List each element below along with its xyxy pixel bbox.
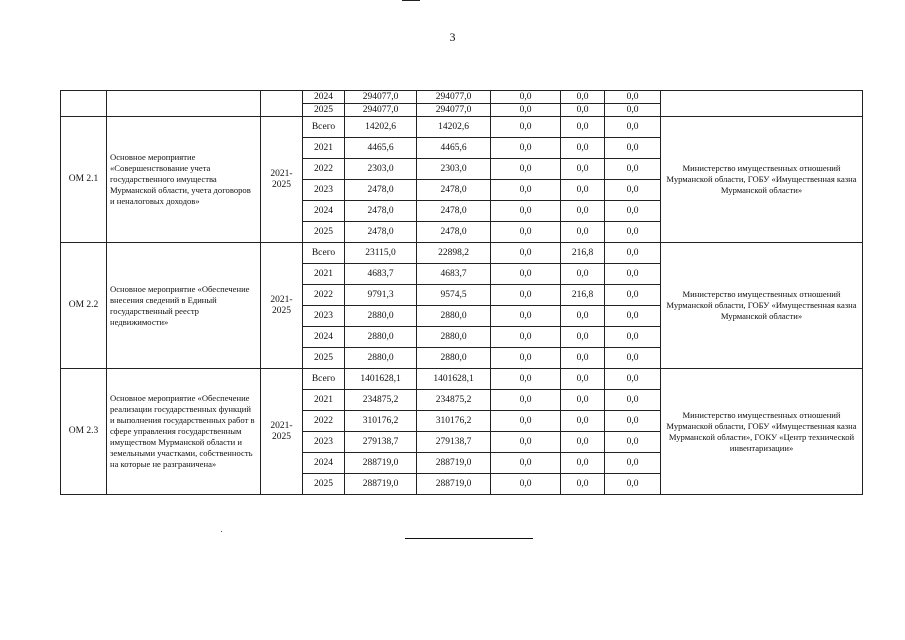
federal-budget-cell: 0,0 bbox=[491, 348, 561, 369]
total-cell: 288719,0 bbox=[345, 453, 417, 474]
other-sources-cell: 0,0 bbox=[605, 138, 661, 159]
year-cell: 2023 bbox=[303, 180, 345, 201]
table-row bbox=[61, 117, 863, 138]
year-cell: Всего bbox=[303, 117, 345, 138]
federal-budget-cell: 0,0 bbox=[491, 91, 561, 104]
regional-budget-cell: 2880,0 bbox=[417, 306, 491, 327]
total-cell: 4683,7 bbox=[345, 264, 417, 285]
measure-code: ОМ 2.2 bbox=[61, 243, 107, 369]
other-sources-cell: 0,0 bbox=[605, 411, 661, 432]
measure-period: 2021- 2025 bbox=[261, 117, 303, 243]
federal-budget-cell: 0,0 bbox=[491, 306, 561, 327]
measure-description: Основное мероприятие «Обеспечение внесения сведений в Единый государственный реестр недвижимости» bbox=[107, 243, 261, 369]
regional-budget-cell: 234875,2 bbox=[417, 390, 491, 411]
regional-budget-cell: 2303,0 bbox=[417, 159, 491, 180]
total-cell: 2478,0 bbox=[345, 180, 417, 201]
table-row bbox=[61, 243, 863, 264]
total-cell: 279138,7 bbox=[345, 432, 417, 453]
year-cell: 2024 bbox=[303, 327, 345, 348]
table-row bbox=[61, 369, 863, 390]
other-sources-cell: 0,0 bbox=[605, 474, 661, 495]
federal-budget-cell: 0,0 bbox=[491, 327, 561, 348]
federal-budget-cell: 0,0 bbox=[491, 453, 561, 474]
executor-cell bbox=[661, 91, 863, 117]
page-number: 3 bbox=[449, 30, 456, 44]
regional-budget-cell: 4465,6 bbox=[417, 138, 491, 159]
federal-budget-cell: 0,0 bbox=[491, 411, 561, 432]
federal-budget-cell: 0,0 bbox=[491, 138, 561, 159]
other-sources-cell: 0,0 bbox=[605, 222, 661, 243]
measure-executor: Министерство имущественных отношений Мурманской области, ГОБУ «Имущественная казна Мурманской области» bbox=[661, 243, 863, 369]
regional-budget-cell: 2880,0 bbox=[417, 327, 491, 348]
local-budget-cell: 0,0 bbox=[561, 201, 605, 222]
regional-budget-cell: 294077,0 bbox=[417, 91, 491, 104]
regional-budget-cell: 294077,0 bbox=[417, 104, 491, 117]
federal-budget-cell: 0,0 bbox=[491, 117, 561, 138]
local-budget-cell: 0,0 bbox=[561, 411, 605, 432]
regional-budget-cell: 9574,5 bbox=[417, 285, 491, 306]
year-cell: 2022 bbox=[303, 285, 345, 306]
other-sources-cell: 0,0 bbox=[605, 306, 661, 327]
regional-budget-cell: 1401628,1 bbox=[417, 369, 491, 390]
period-cell bbox=[261, 91, 303, 117]
year-cell: 2025 bbox=[303, 474, 345, 495]
other-sources-cell: 0,0 bbox=[605, 117, 661, 138]
federal-budget-cell: 0,0 bbox=[491, 432, 561, 453]
federal-budget-cell: 0,0 bbox=[491, 285, 561, 306]
other-sources-cell: 0,0 bbox=[605, 348, 661, 369]
measure-period: 2021- 2025 bbox=[261, 369, 303, 495]
regional-budget-cell: 288719,0 bbox=[417, 474, 491, 495]
regional-budget-cell: 14202,6 bbox=[417, 117, 491, 138]
total-cell: 2478,0 bbox=[345, 222, 417, 243]
funding-table bbox=[60, 90, 863, 495]
year-cell: 2022 bbox=[303, 159, 345, 180]
regional-budget-cell: 2880,0 bbox=[417, 348, 491, 369]
other-sources-cell: 0,0 bbox=[605, 327, 661, 348]
federal-budget-cell: 0,0 bbox=[491, 159, 561, 180]
federal-budget-cell: 0,0 bbox=[491, 201, 561, 222]
federal-budget-cell: 0,0 bbox=[491, 104, 561, 117]
local-budget-cell: 216,8 bbox=[561, 243, 605, 264]
year-cell: 2021 bbox=[303, 264, 345, 285]
local-budget-cell: 216,8 bbox=[561, 285, 605, 306]
year-cell: 2025 bbox=[303, 348, 345, 369]
closing-rule bbox=[405, 538, 533, 539]
local-budget-cell: 0,0 bbox=[561, 91, 605, 104]
total-cell: 1401628,1 bbox=[345, 369, 417, 390]
total-cell: 234875,2 bbox=[345, 390, 417, 411]
year-cell: Всего bbox=[303, 243, 345, 264]
regional-budget-cell: 4683,7 bbox=[417, 264, 491, 285]
other-sources-cell: 0,0 bbox=[605, 264, 661, 285]
total-cell: 14202,6 bbox=[345, 117, 417, 138]
measure-description: Основное мероприятие «Совершенствование учета государственного имущества Мурманской области, учета договоров и неналоговых доходов» bbox=[107, 117, 261, 243]
other-sources-cell: 0,0 bbox=[605, 453, 661, 474]
regional-budget-cell: 2478,0 bbox=[417, 180, 491, 201]
other-sources-cell: 0,0 bbox=[605, 369, 661, 390]
year-cell: 2024 bbox=[303, 453, 345, 474]
other-sources-cell: 0,0 bbox=[605, 159, 661, 180]
total-cell: 9791,3 bbox=[345, 285, 417, 306]
other-sources-cell: 0,0 bbox=[605, 243, 661, 264]
local-budget-cell: 0,0 bbox=[561, 104, 605, 117]
year-cell: 2021 bbox=[303, 138, 345, 159]
local-budget-cell: 0,0 bbox=[561, 222, 605, 243]
total-cell: 2880,0 bbox=[345, 348, 417, 369]
year-cell: 2023 bbox=[303, 306, 345, 327]
year-cell: 2025 bbox=[303, 222, 345, 243]
scan-speck bbox=[221, 531, 222, 532]
regional-budget-cell: 279138,7 bbox=[417, 432, 491, 453]
other-sources-cell: 0,0 bbox=[605, 390, 661, 411]
federal-budget-cell: 0,0 bbox=[491, 222, 561, 243]
year-cell: 2024 bbox=[303, 201, 345, 222]
total-cell: 294077,0 bbox=[345, 104, 417, 117]
total-cell: 2880,0 bbox=[345, 306, 417, 327]
local-budget-cell: 0,0 bbox=[561, 117, 605, 138]
measure-code: ОМ 2.3 bbox=[61, 369, 107, 495]
total-cell: 294077,0 bbox=[345, 91, 417, 104]
federal-budget-cell: 0,0 bbox=[491, 243, 561, 264]
other-sources-cell: 0,0 bbox=[605, 201, 661, 222]
table-row bbox=[61, 91, 863, 104]
description-cell bbox=[107, 91, 261, 117]
year-cell: Всего bbox=[303, 369, 345, 390]
other-sources-cell: 0,0 bbox=[605, 285, 661, 306]
total-cell: 2303,0 bbox=[345, 159, 417, 180]
local-budget-cell: 0,0 bbox=[561, 348, 605, 369]
local-budget-cell: 0,0 bbox=[561, 138, 605, 159]
year-cell: 2022 bbox=[303, 411, 345, 432]
total-cell: 4465,6 bbox=[345, 138, 417, 159]
federal-budget-cell: 0,0 bbox=[491, 474, 561, 495]
federal-budget-cell: 0,0 bbox=[491, 180, 561, 201]
measure-code: ОМ 2.1 bbox=[61, 117, 107, 243]
federal-budget-cell: 0,0 bbox=[491, 369, 561, 390]
top-edge-mark bbox=[402, 0, 420, 1]
total-cell: 2478,0 bbox=[345, 201, 417, 222]
local-budget-cell: 0,0 bbox=[561, 432, 605, 453]
federal-budget-cell: 0,0 bbox=[491, 390, 561, 411]
total-cell: 23115,0 bbox=[345, 243, 417, 264]
measure-period: 2021- 2025 bbox=[261, 243, 303, 369]
local-budget-cell: 0,0 bbox=[561, 369, 605, 390]
local-budget-cell: 0,0 bbox=[561, 453, 605, 474]
year-cell: 2023 bbox=[303, 432, 345, 453]
regional-budget-cell: 22898,2 bbox=[417, 243, 491, 264]
other-sources-cell: 0,0 bbox=[605, 180, 661, 201]
local-budget-cell: 0,0 bbox=[561, 327, 605, 348]
total-cell: 288719,0 bbox=[345, 474, 417, 495]
measure-executor: Министерство имущественных отношений Мурманской области, ГОБУ «Имущественная казна Мурманской области» bbox=[661, 117, 863, 243]
year-cell: 2024 bbox=[303, 91, 345, 104]
measure-executor: Министерство имущественных отношений Мурманской области, ГОБУ «Имущественная казна Мурманской области», ГОКУ «Центр технической инвентаризации» bbox=[661, 369, 863, 495]
other-sources-cell: 0,0 bbox=[605, 104, 661, 117]
code-cell bbox=[61, 91, 107, 117]
local-budget-cell: 0,0 bbox=[561, 264, 605, 285]
regional-budget-cell: 310176,2 bbox=[417, 411, 491, 432]
total-cell: 2880,0 bbox=[345, 327, 417, 348]
other-sources-cell: 0,0 bbox=[605, 432, 661, 453]
measure-description: Основное мероприятие «Обеспечение реализации государственных функций и выполнения государственных работ в сфере управления государственным имуществом Мурманской области и земельными участками, собственность на которые не разграничена» bbox=[107, 369, 261, 495]
year-cell: 2025 bbox=[303, 104, 345, 117]
local-budget-cell: 0,0 bbox=[561, 390, 605, 411]
local-budget-cell: 0,0 bbox=[561, 159, 605, 180]
regional-budget-cell: 2478,0 bbox=[417, 201, 491, 222]
local-budget-cell: 0,0 bbox=[561, 474, 605, 495]
local-budget-cell: 0,0 bbox=[561, 180, 605, 201]
regional-budget-cell: 288719,0 bbox=[417, 453, 491, 474]
local-budget-cell: 0,0 bbox=[561, 306, 605, 327]
other-sources-cell: 0,0 bbox=[605, 91, 661, 104]
total-cell: 310176,2 bbox=[345, 411, 417, 432]
federal-budget-cell: 0,0 bbox=[491, 264, 561, 285]
regional-budget-cell: 2478,0 bbox=[417, 222, 491, 243]
year-cell: 2021 bbox=[303, 390, 345, 411]
